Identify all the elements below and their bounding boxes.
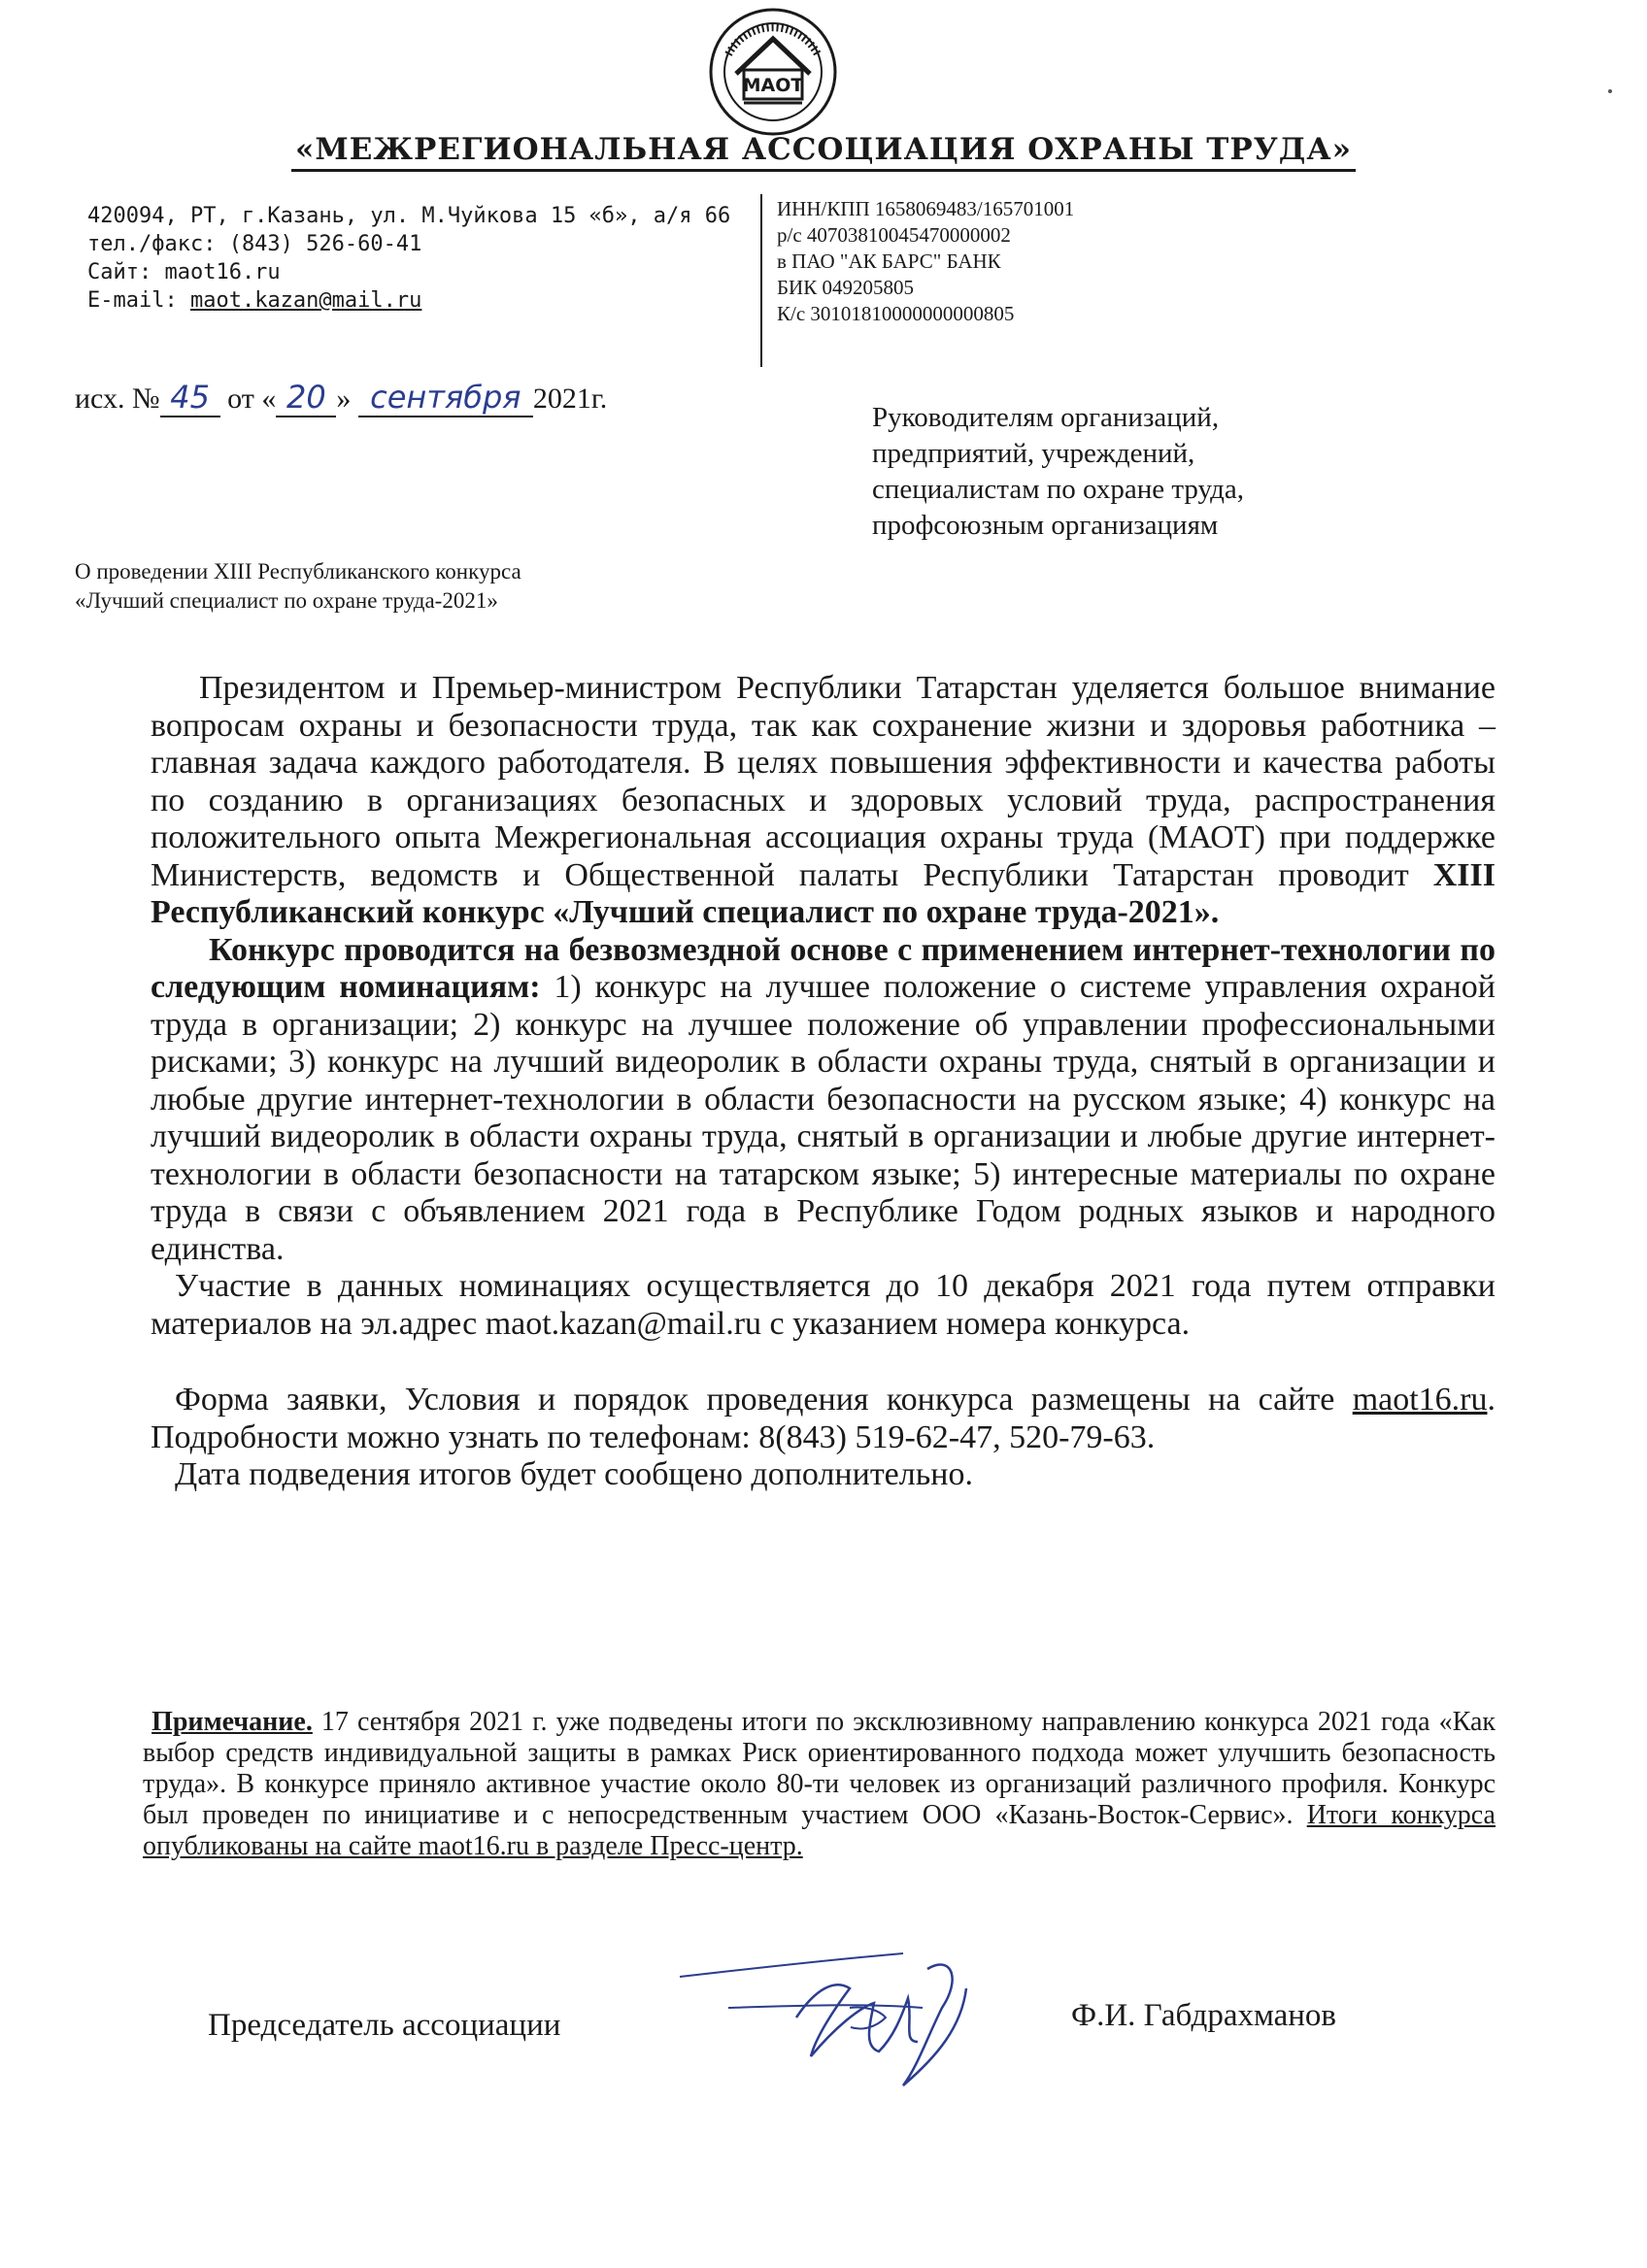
paragraph-intro: Президентом и Премьер-министром Республики Татарстан уделяется большое внимание вопросам охраны и безопасности труда, так как сохранение жизни и здоровья работника – главная задача каждого работодателя. В целях повышения эффективности и качества работы по созданию в организациях безопасных и здоровых условий труда, распространения положительного опыта Межрегиональная ассоциация охраны труда (МАОТ) при поддержке Министерств, ведомств и Общественной палаты Республики Татарстан проводит XIII Республиканский конкурс «Лучший специалист по охране труда-2021». [151,670,1496,930]
maot-logo-icon [707,6,839,138]
letter-body [151,670,1496,1494]
paragraph-results: Дата подведения итогов будет сообщено дополнительно. [175,1456,973,1492]
corr-account-line: К/с 30101810000000000805 [777,302,1015,325]
account-line: р/с 40703810045470000002 [777,223,1011,247]
addressee-line: Руководителям организаций, [872,402,1220,433]
signer-name: Ф.И. Габдрахманов [1071,1998,1337,2033]
bik-line: БИК 049205805 [777,276,914,299]
outgoing-day: 20 [276,379,336,417]
subject-line: О проведении XIII Республиканского конкурса [75,559,521,584]
subject-line: «Лучший специалист по охране труда-2021» [75,588,498,613]
contacts-left [87,202,730,315]
subject-block [75,557,521,616]
scan-mark [1608,89,1612,93]
signer-role: Председатель ассоциации [208,2008,561,2043]
addressee-line: специалистам по охране труда, [872,474,1245,505]
paragraph-deadline: Участие в данных номинациях осуществляется до 10 декабря 2021 года путем отправки материалов на эл.адрес maot.kazan@mail.ru с указанием номера конкурса. [151,1268,1496,1342]
note-results-link[interactable]: Итоги конкурса опубликованы на сайте maot16.ru в разделе Пресс-центр. [143,1800,1496,1861]
email-line: E-mail: maot.kazan@mail.ru [87,288,422,313]
address-line: 420094, РТ, г.Казань, ул. М.Чуйкова 15 «б», а/я 66 [87,204,731,228]
handwritten-signature-icon [670,1950,1039,2095]
organization-title: «МЕЖРЕГИОНАЛЬНАЯ АССОЦИАЦИЯ ОХРАНЫ ТРУДА» [0,132,1647,167]
addressee-block [872,400,1244,544]
outgoing-number: 45 [160,379,220,417]
inn-line: ИНН/КПП 1658069483/165701001 [777,197,1075,220]
email-link[interactable]: maot.kazan@mail.ru [189,288,422,313]
note-block: Примечание. 17 сентября 2021 г. уже подведены итоги по эксклюзивному направлению конкурса 2021 года «Как выбор средств индивидуальной защиты в рамках Риск ориентированного подхода может улучшить безопасность труда». В конкурсе приняло активное участие около 80-ти человек из организаций различного профиля. Конкурс был проведен по инициативе и с непосредственным участием ООО «Казань-Восток-Сервис». Итоги конкурса опубликованы на сайте maot16.ru в разделе Пресс-центр. [143,1707,1496,1861]
bank-line: в ПАО "АК БАРС" БАНК [777,250,1001,273]
addressee-line: профсоюзным организациям [872,510,1219,541]
outgoing-month: сентября [358,379,533,417]
paragraph-nominations: Конкурс проводится на безвозмездной основе с применением интернет-технологии по следующим номинациям: 1) конкурс на лучшее положение о системе управления охраной труда в организации; 2) конкурс на лучшее положение об управлении профессиональными рисками; 3) конкурс на лучший видеоролик в области охраны труда, снятый в организации и любые другие интернет-технологии в области безопасности на русском языке; 4) конкурс на лучший видеоролик в области охраны труда, снятый в организации и любые другие интернет-технологии в области безопасности на татарском языке; 5) интересные материалы по охране труда в связи с объявлением 2021 года в Республике Годом родных языков и народного единства. [151,931,1496,1267]
logo-text: МАОТ [742,75,804,96]
paragraph-form: Форма заявки, Условия и порядок проведения конкурса размещены на сайте maot16.ru. Подробности можно узнать по телефонам: 8(843) 519-62-47, 520-79-63. [151,1382,1496,1455]
bank-details [777,196,1074,327]
header-divider [760,194,762,367]
site-link[interactable]: maot16.ru [1352,1382,1488,1418]
phone-line: тел./факс: (843) 526-60-41 [87,232,422,256]
outgoing-reference: исх. № 45 от « 20 » сентября 2021г. [75,379,608,416]
website-line: Сайт: maot16.ru [87,260,281,284]
note-label: Примечание. [151,1707,313,1737]
addressee-line: предприятий, учреждений, [872,438,1195,469]
